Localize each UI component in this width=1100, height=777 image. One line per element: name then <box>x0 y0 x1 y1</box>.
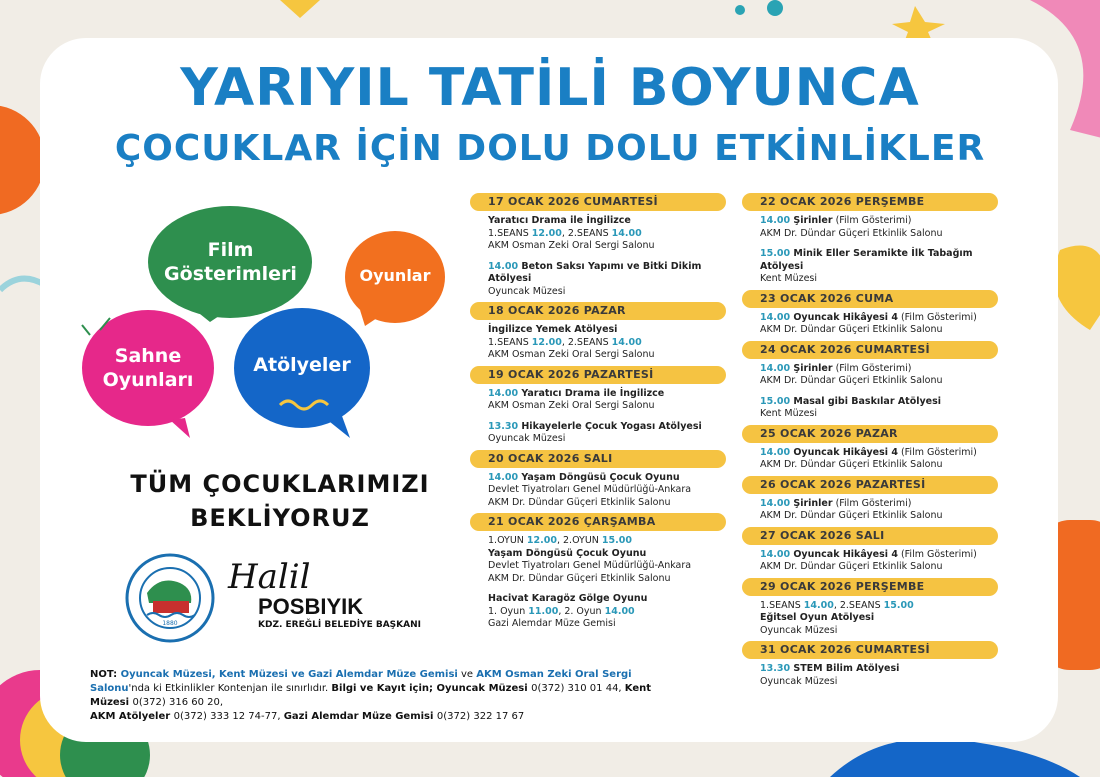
event-line <box>760 510 998 523</box>
event-line <box>760 561 998 574</box>
event-line <box>760 215 998 228</box>
event-text: Kent Müzesi <box>760 408 818 419</box>
event-title: İngilizce Yemek Atölyesi <box>488 324 618 335</box>
event-title: Oyuncak Hikâyesi 4 <box>793 548 898 560</box>
seal-year: 1880 <box>162 620 178 627</box>
event-text: AKM Dr. Dündar Güçeri Etkinlik Salonu <box>488 572 671 584</box>
note-akm: AKM Osman Zeki Oral Sergi Salonu <box>90 669 632 694</box>
event-text: 1.OYUN <box>488 535 527 546</box>
mayor-title: KDZ. EREĞLİ BELEDİYE BAŞKANI <box>258 620 421 630</box>
event-line <box>488 388 726 401</box>
event-line <box>760 408 998 421</box>
event-line <box>760 273 998 286</box>
event-time: 14.00 <box>604 605 635 617</box>
atolyeler-bubble-label: Atölyeler <box>253 354 351 376</box>
event-line <box>488 324 726 337</box>
event-line <box>760 600 998 613</box>
event-line <box>488 349 726 362</box>
event-line <box>488 484 726 497</box>
day-header: 25 OCAK 2026 PAZAR <box>742 425 998 443</box>
event-line <box>488 535 726 548</box>
event-line <box>488 497 726 510</box>
tagline-line1: TÜM ÇOCUKLARIMIZI <box>130 470 430 498</box>
event-text: , 2.SEANS <box>561 227 612 239</box>
event-text: (Film Gösterimi) <box>897 311 977 323</box>
event-text: Devlet Tiyatroları Genel Müdürlüğü-Ankara <box>488 560 692 571</box>
event-item <box>742 392 998 425</box>
event-item <box>470 384 726 417</box>
event-time: 14.00 <box>760 548 794 560</box>
event-time: 14.00 <box>488 471 522 483</box>
day-header: 17 OCAK 2026 CUMARTESİ <box>470 193 726 211</box>
day-header: 22 OCAK 2026 PERŞEMBE <box>742 193 998 211</box>
event-time: 14.00 <box>611 336 642 348</box>
event-title: Masal gibi Baskılar Atölyesi <box>793 395 942 407</box>
event-time: 14.00 <box>760 215 794 226</box>
event-item <box>470 468 726 514</box>
day-header: 18 OCAK 2026 PAZAR <box>470 302 726 320</box>
event-title: Yaşam Döngüsü Çocuk Oyunu <box>488 547 647 559</box>
event-text: (Film Gösterimi) <box>897 548 977 560</box>
day-header: 31 OCAK 2026 CUMARTESİ <box>742 641 998 659</box>
event-title: Hacivat Karagöz Gölge Oyunu <box>488 593 648 604</box>
event-text: (Film Gösterimi) <box>832 497 912 509</box>
event-line <box>488 548 726 561</box>
event-text: AKM Dr. Dündar Güçeri Etkinlik Salonu <box>760 324 943 335</box>
event-text: Oyuncak Müzesi <box>760 675 838 687</box>
note-prefix: NOT: <box>90 669 121 680</box>
event-line <box>488 421 726 434</box>
event-line <box>488 618 726 631</box>
event-line <box>760 676 998 689</box>
event-text: AKM Dr. Dündar Güçeri Etkinlik Salonu <box>760 510 943 521</box>
day-header: 21 OCAK 2026 ÇARŞAMBA <box>470 513 726 531</box>
event-line <box>488 215 726 228</box>
event-line <box>760 447 998 460</box>
note-phone-kent: 0(372) 316 60 20, <box>132 697 224 708</box>
event-title: Yaratıcı Drama ile İngilizce <box>521 387 665 399</box>
event-text: AKM Dr. Dündar Güçeri Etkinlik Salonu <box>760 459 943 470</box>
mayor-signature: Halil <box>228 557 311 597</box>
event-item <box>470 531 726 589</box>
subtitle: ÇOCUKLAR İÇİN DOLU DOLU ETKİNLİKLER <box>114 128 986 169</box>
event-text: Oyuncak Müzesi <box>488 433 566 444</box>
event-line <box>760 312 998 325</box>
event-item <box>470 257 726 303</box>
event-text: Oyuncak Müzesi <box>488 285 566 297</box>
event-text: AKM Osman Zeki Oral Sergi Salonu <box>488 240 655 251</box>
event-title: Oyuncak Hikâyesi 4 <box>793 311 898 323</box>
day-header: 27 OCAK 2026 SALI <box>742 527 998 545</box>
event-time: 13.30 <box>760 663 794 674</box>
tagline-line2: BEKLİYORUZ <box>190 504 370 532</box>
municipality-seal-logo <box>125 553 215 643</box>
event-text: Oyuncak Müzesi <box>760 624 838 636</box>
event-line <box>760 663 998 676</box>
day-header: 23 OCAK 2026 CUMA <box>742 290 998 308</box>
note-gemi-label: Gazi Alemdar Müze Gemisi <box>283 711 437 722</box>
event-time: 15.00 <box>760 248 794 259</box>
note-akm-label: AKM Atölyeler <box>90 711 174 722</box>
event-item <box>742 244 998 290</box>
note-info-label: Bilgi ve Kayıt için; Oyuncak Müzesi <box>331 683 532 694</box>
schedule-column-right <box>742 193 998 692</box>
event-time: 14.00 <box>760 446 794 458</box>
event-text: (Film Gösterimi) <box>832 362 912 374</box>
event-title: Beton Saksı Yapımı ve Bitki Dikim Atölyesi <box>488 260 702 284</box>
event-title: STEM Bilim Atölyesi <box>793 663 900 674</box>
note-venues: Oyuncak Müzesi, Kent Müzesi ve Gazi Alemdar Müze Gemisi <box>120 669 458 680</box>
event-item <box>742 359 998 392</box>
film-bubble-label: Film Gösterimleri <box>164 239 297 285</box>
event-time: 13.30 <box>488 420 522 432</box>
event-line <box>488 472 726 485</box>
schedule-column-left <box>470 193 726 635</box>
event-text: 1.SEANS <box>488 227 532 239</box>
event-line <box>488 593 726 606</box>
event-line <box>488 573 726 586</box>
event-line <box>488 606 726 619</box>
event-time: 14.00 <box>488 387 522 399</box>
event-line <box>760 248 998 273</box>
event-title: Şirinler <box>793 215 833 226</box>
footer-note <box>90 668 690 724</box>
event-item <box>742 596 998 642</box>
oyunlar-bubble-label: Oyunlar <box>359 266 431 285</box>
event-time: 14.00 <box>760 311 794 323</box>
event-line <box>760 612 998 625</box>
day-header: 24 OCAK 2026 CUMARTESİ <box>742 341 998 359</box>
note-phone-oyuncak: 0(372) 310 01 44, <box>531 683 625 694</box>
event-item <box>742 308 998 341</box>
note-and: ve <box>457 669 477 680</box>
event-item <box>742 494 998 527</box>
event-line <box>488 400 726 413</box>
event-text: 1.SEANS <box>488 336 532 348</box>
event-line <box>760 549 998 562</box>
event-line <box>760 498 998 511</box>
event-line <box>488 228 726 241</box>
event-time: 15.00 <box>601 535 632 546</box>
event-item <box>470 417 726 450</box>
event-title: Hikayelerle Çocuk Yogası Atölyesi <box>521 420 702 432</box>
day-header: 29 OCAK 2026 PERŞEMBE <box>742 578 998 596</box>
event-line <box>488 286 726 299</box>
event-line <box>760 375 998 388</box>
event-time: 12.00 <box>531 227 562 239</box>
event-line <box>760 324 998 337</box>
event-line <box>488 337 726 350</box>
note-phone-akm: 0(372) 333 12 74-77, <box>173 711 284 722</box>
event-line <box>488 560 726 573</box>
event-line <box>488 240 726 253</box>
event-text: AKM Dr. Dündar Güçeri Etkinlik Salonu <box>760 227 943 239</box>
event-time: 12.00 <box>531 336 562 348</box>
main-title: YARIYIL TATİLİ BOYUNCA <box>180 58 920 118</box>
day-header: 26 OCAK 2026 PAZARTESİ <box>742 476 998 494</box>
note-kent-label: Kent Müzesi <box>90 683 652 708</box>
tagline <box>90 467 470 535</box>
event-title: Yaratıcı Drama ile İngilizce <box>488 215 631 226</box>
event-text: AKM Dr. Dündar Güçeri Etkinlik Salonu <box>488 496 671 508</box>
event-item <box>742 659 998 692</box>
event-line <box>488 261 726 286</box>
day-header: 20 OCAK 2026 SALI <box>470 450 726 468</box>
event-line <box>760 625 998 638</box>
event-item <box>470 589 726 635</box>
event-text: (Film Gösterimi) <box>897 446 977 458</box>
event-time: 14.00 <box>488 260 522 272</box>
event-item <box>470 320 726 366</box>
event-title: Eğitsel Oyun Atölyesi <box>760 612 875 623</box>
event-text: Gazi Alemdar Müze Gemisi <box>488 618 616 629</box>
event-time: 11.00 <box>528 605 559 617</box>
event-text: , 2. Oyun <box>558 605 605 617</box>
day-header: 19 OCAK 2026 PAZARTESİ <box>470 366 726 384</box>
event-title: Minik Eller Seramikte İlk Tabağım Atölyesi <box>760 248 973 272</box>
event-time: 15.00 <box>883 599 914 611</box>
note-capacity: 'nda ki Etkinlikler Kontenjan ile sınırlıdır. <box>128 683 332 694</box>
event-item <box>742 545 998 578</box>
event-text: , 2.SEANS <box>561 336 612 348</box>
event-text: , 2.SEANS <box>833 599 884 611</box>
event-text: , 2.OYUN <box>556 535 602 546</box>
event-time: 15.00 <box>760 395 794 407</box>
event-title: Şirinler <box>793 497 833 509</box>
event-title: Oyuncak Hikâyesi 4 <box>793 446 898 458</box>
event-text: 1.SEANS <box>760 599 804 611</box>
event-line <box>760 396 998 409</box>
note-phone-gemi: 0(372) 322 17 67 <box>436 711 525 722</box>
event-title: Şirinler <box>793 362 833 374</box>
event-text: 1. Oyun <box>488 605 529 617</box>
event-item <box>742 443 998 476</box>
event-time: 14.00 <box>803 599 834 611</box>
event-line <box>760 363 998 376</box>
event-text: AKM Dr. Dündar Güçeri Etkinlik Salonu <box>760 561 943 572</box>
event-item <box>742 211 998 244</box>
event-time: 12.00 <box>526 535 557 546</box>
event-text: (Film Gösterimi) <box>832 215 912 226</box>
mayor-name: POSBIYIK <box>258 594 364 619</box>
event-text: AKM Dr. Dündar Güçeri Etkinlik Salonu <box>760 375 943 386</box>
event-title: Yaşam Döngüsü Çocuk Oyunu <box>521 471 680 483</box>
event-time: 14.00 <box>760 497 794 509</box>
event-time: 14.00 <box>760 362 794 374</box>
event-text: AKM Osman Zeki Oral Sergi Salonu <box>488 400 655 411</box>
event-line <box>760 459 998 472</box>
event-text: AKM Osman Zeki Oral Sergi Salonu <box>488 349 655 360</box>
event-text: Devlet Tiyatroları Genel Müdürlüğü-Ankara <box>488 484 692 495</box>
event-line <box>488 433 726 446</box>
sahne-bubble-label: Sahne Oyunları <box>102 345 194 391</box>
event-item <box>470 211 726 257</box>
event-text: Kent Müzesi <box>760 273 818 284</box>
event-time: 14.00 <box>611 227 642 239</box>
event-line <box>760 228 998 241</box>
